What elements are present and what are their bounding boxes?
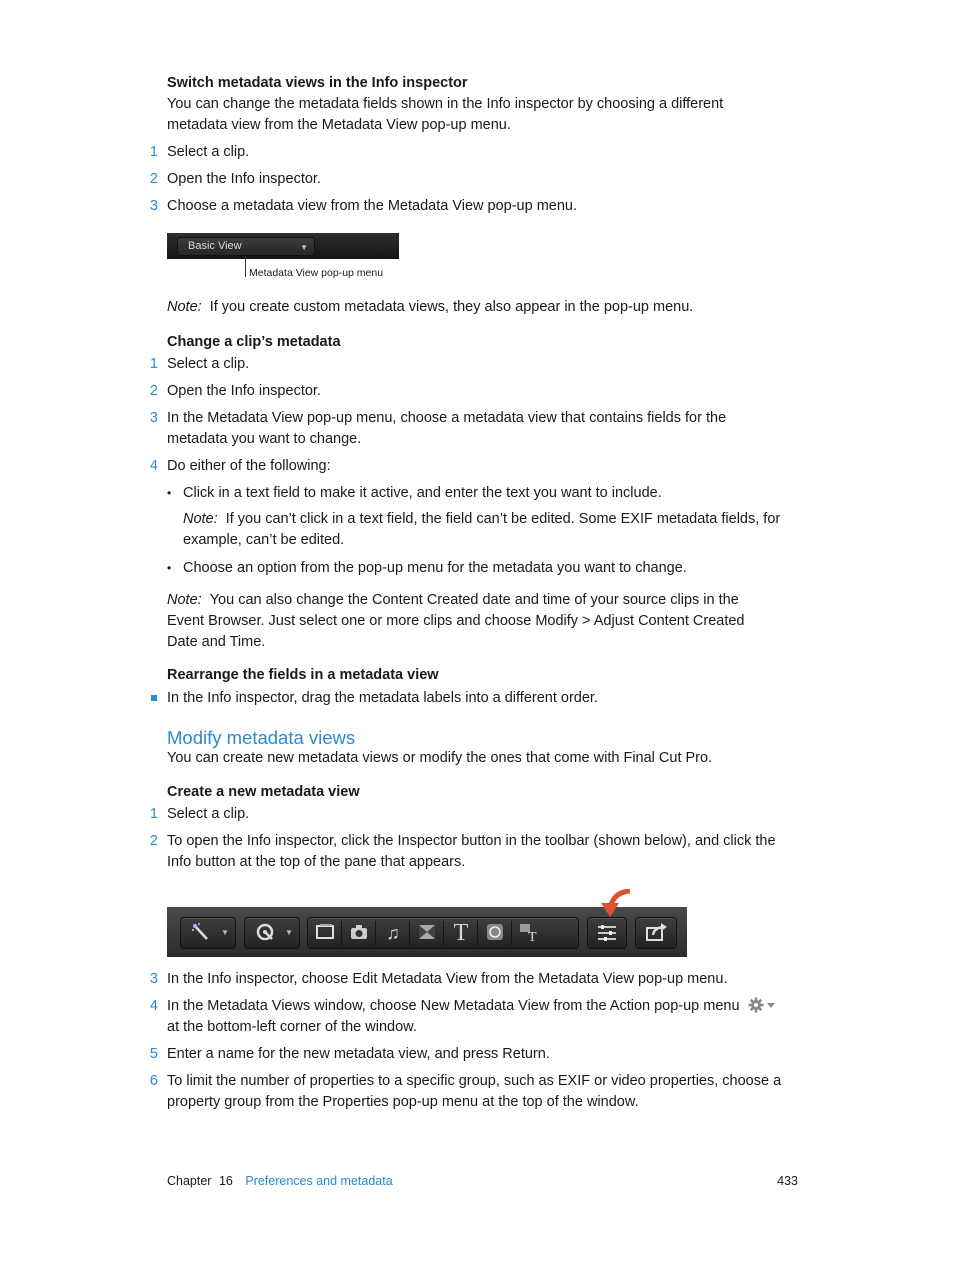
step-text: Select a clip. bbox=[167, 356, 250, 372]
media-browser-button-group bbox=[307, 917, 579, 949]
note-text: If you create custom metadata views, they also appear in the pop-up menu. bbox=[209, 299, 694, 315]
callout-label: Metadata View pop-up menu bbox=[249, 267, 384, 279]
separator bbox=[375, 921, 376, 945]
note-text: If you can’t click in a text field, the field can’t be edited. Some EXIF metadata fields, for bbox=[225, 511, 781, 527]
step-number: 3 bbox=[149, 410, 158, 426]
generator-icon[interactable] bbox=[480, 921, 510, 945]
step-text: Do either of the following: bbox=[167, 458, 331, 474]
share-button[interactable] bbox=[635, 917, 677, 949]
share-icon bbox=[641, 921, 671, 945]
step-text: Select a clip. bbox=[167, 806, 250, 822]
step-number: 2 bbox=[149, 383, 158, 399]
step-number: 3 bbox=[149, 971, 158, 987]
transition-icon[interactable] bbox=[412, 921, 442, 945]
section-title: Modify metadata views bbox=[167, 727, 356, 748]
retime-icon bbox=[251, 921, 279, 945]
change-heading: Change a clip’s metadata bbox=[167, 334, 341, 350]
switch-heading: Switch metadata views in the Info inspector bbox=[167, 75, 468, 91]
title-icon[interactable]: T bbox=[453, 920, 469, 946]
modify-intro: You can create new metadata views or modify the ones that come with Final Cut Pro. bbox=[167, 750, 713, 766]
chevron-down-icon: ▼ bbox=[221, 928, 229, 937]
bullet-text: Choose an option from the pop-up menu for the metadata you want to change. bbox=[183, 560, 687, 576]
footer-chapter bbox=[167, 1173, 393, 1189]
bullet-note bbox=[183, 509, 780, 530]
chevron-down-icon: ▼ bbox=[285, 928, 293, 937]
step-number: 1 bbox=[149, 356, 158, 372]
step-text: In the Info inspector, choose Edit Metadata View from the Metadata View pop-up menu. bbox=[167, 971, 728, 987]
step-text: at the bottom-left corner of the window. bbox=[167, 1019, 417, 1035]
square-bullet-icon bbox=[151, 695, 157, 701]
note-label: Note: bbox=[167, 592, 202, 608]
film-icon[interactable] bbox=[310, 921, 340, 945]
music-icon[interactable]: ♫ bbox=[386, 923, 400, 943]
step-number: 4 bbox=[149, 998, 158, 1014]
step-text: Choose a metadata view from the Metadata View pop-up menu. bbox=[167, 198, 577, 214]
step-text: Open the Info inspector. bbox=[167, 383, 321, 399]
chapter-title-link[interactable]: Preferences and metadata bbox=[245, 1174, 393, 1188]
step-number: 2 bbox=[149, 833, 158, 849]
step-number: 5 bbox=[149, 1046, 158, 1062]
theme-icon[interactable] bbox=[514, 921, 544, 945]
note-text: You can also change the Content Created date and time of your source clips in the bbox=[209, 592, 739, 608]
inspector-button[interactable] bbox=[587, 917, 627, 949]
bullet-text: Click in a text field to make it active, and enter the text you want to include. bbox=[183, 485, 662, 501]
note-label: Note: bbox=[167, 299, 202, 315]
note-text: Date and Time. bbox=[167, 634, 266, 650]
switch-intro-line1: You can change the metadata fields shown in the Info inspector by choosing a different bbox=[167, 96, 724, 112]
step-number: 6 bbox=[149, 1073, 158, 1089]
step-text-line: In the Metadata Views window, choose New Metadata View from the Action pop-up menu bbox=[167, 998, 740, 1014]
step-text: property group from the Properties pop-up menu at the top of the window. bbox=[167, 1094, 639, 1110]
switch-intro-line2: metadata view from the Metadata View pop-up menu. bbox=[167, 117, 511, 133]
separator bbox=[341, 921, 342, 945]
step-number: 3 bbox=[149, 198, 158, 214]
page-number: 433 bbox=[777, 1174, 798, 1188]
step-text: To limit the number of properties to a specific group, such as EXIF or video properties, choose a bbox=[167, 1073, 782, 1089]
note bbox=[167, 297, 693, 318]
popup-arrow-icon: ▼ bbox=[300, 243, 308, 252]
step-text: Select a clip. bbox=[167, 144, 250, 160]
step-number: 1 bbox=[149, 806, 158, 822]
step-text: Info button at the top of the pane that appears. bbox=[167, 854, 466, 870]
chapter-number: 16 bbox=[218, 1174, 233, 1188]
rearrange-heading: Rearrange the fields in a metadata view bbox=[167, 667, 439, 683]
rearrange-item: In the Info inspector, drag the metadata labels into a different order. bbox=[167, 690, 598, 706]
step-text: metadata you want to change. bbox=[167, 431, 362, 447]
step-text: In the Metadata View pop-up menu, choose a metadata view that contains fields for the bbox=[167, 410, 727, 426]
metadata-view-popup[interactable] bbox=[177, 237, 315, 256]
separator bbox=[477, 921, 478, 945]
bullet-glyph: • bbox=[167, 561, 172, 575]
note-text: example, can’t be edited. bbox=[183, 532, 345, 548]
inspector-icon bbox=[592, 921, 622, 945]
step-number: 4 bbox=[149, 458, 158, 474]
step-text: Enter a name for the new metadata view, and press Return. bbox=[167, 1046, 550, 1062]
step-number: 2 bbox=[149, 171, 158, 187]
step-text: Open the Info inspector. bbox=[167, 171, 321, 187]
separator bbox=[511, 921, 512, 945]
callout-line bbox=[245, 257, 246, 277]
separator bbox=[409, 921, 410, 945]
action-gear-icon bbox=[748, 997, 778, 1020]
step-number: 1 bbox=[149, 144, 158, 160]
bullet-glyph: • bbox=[167, 486, 172, 500]
magic-wand-icon bbox=[187, 921, 215, 945]
enhancements-button[interactable] bbox=[180, 917, 236, 949]
metadata-view-bar bbox=[167, 233, 399, 259]
note bbox=[167, 590, 739, 611]
chapter-label: Chapter bbox=[167, 1174, 212, 1188]
highlight-arrow-icon bbox=[597, 889, 633, 919]
note-label: Note: bbox=[183, 511, 218, 527]
retime-button[interactable] bbox=[244, 917, 300, 949]
metadata-view-popup-value: Basic View bbox=[188, 240, 242, 252]
step-text: To open the Info inspector, click the Inspector button in the toolbar (shown below), and click the bbox=[167, 833, 776, 849]
camera-icon[interactable] bbox=[344, 921, 374, 945]
svg-text:T: T bbox=[528, 930, 537, 943]
create-heading: Create a new metadata view bbox=[167, 784, 360, 800]
separator bbox=[443, 921, 444, 945]
note-text: Event Browser. Just select one or more clips and choose Modify > Adjust Content Created bbox=[167, 613, 745, 629]
